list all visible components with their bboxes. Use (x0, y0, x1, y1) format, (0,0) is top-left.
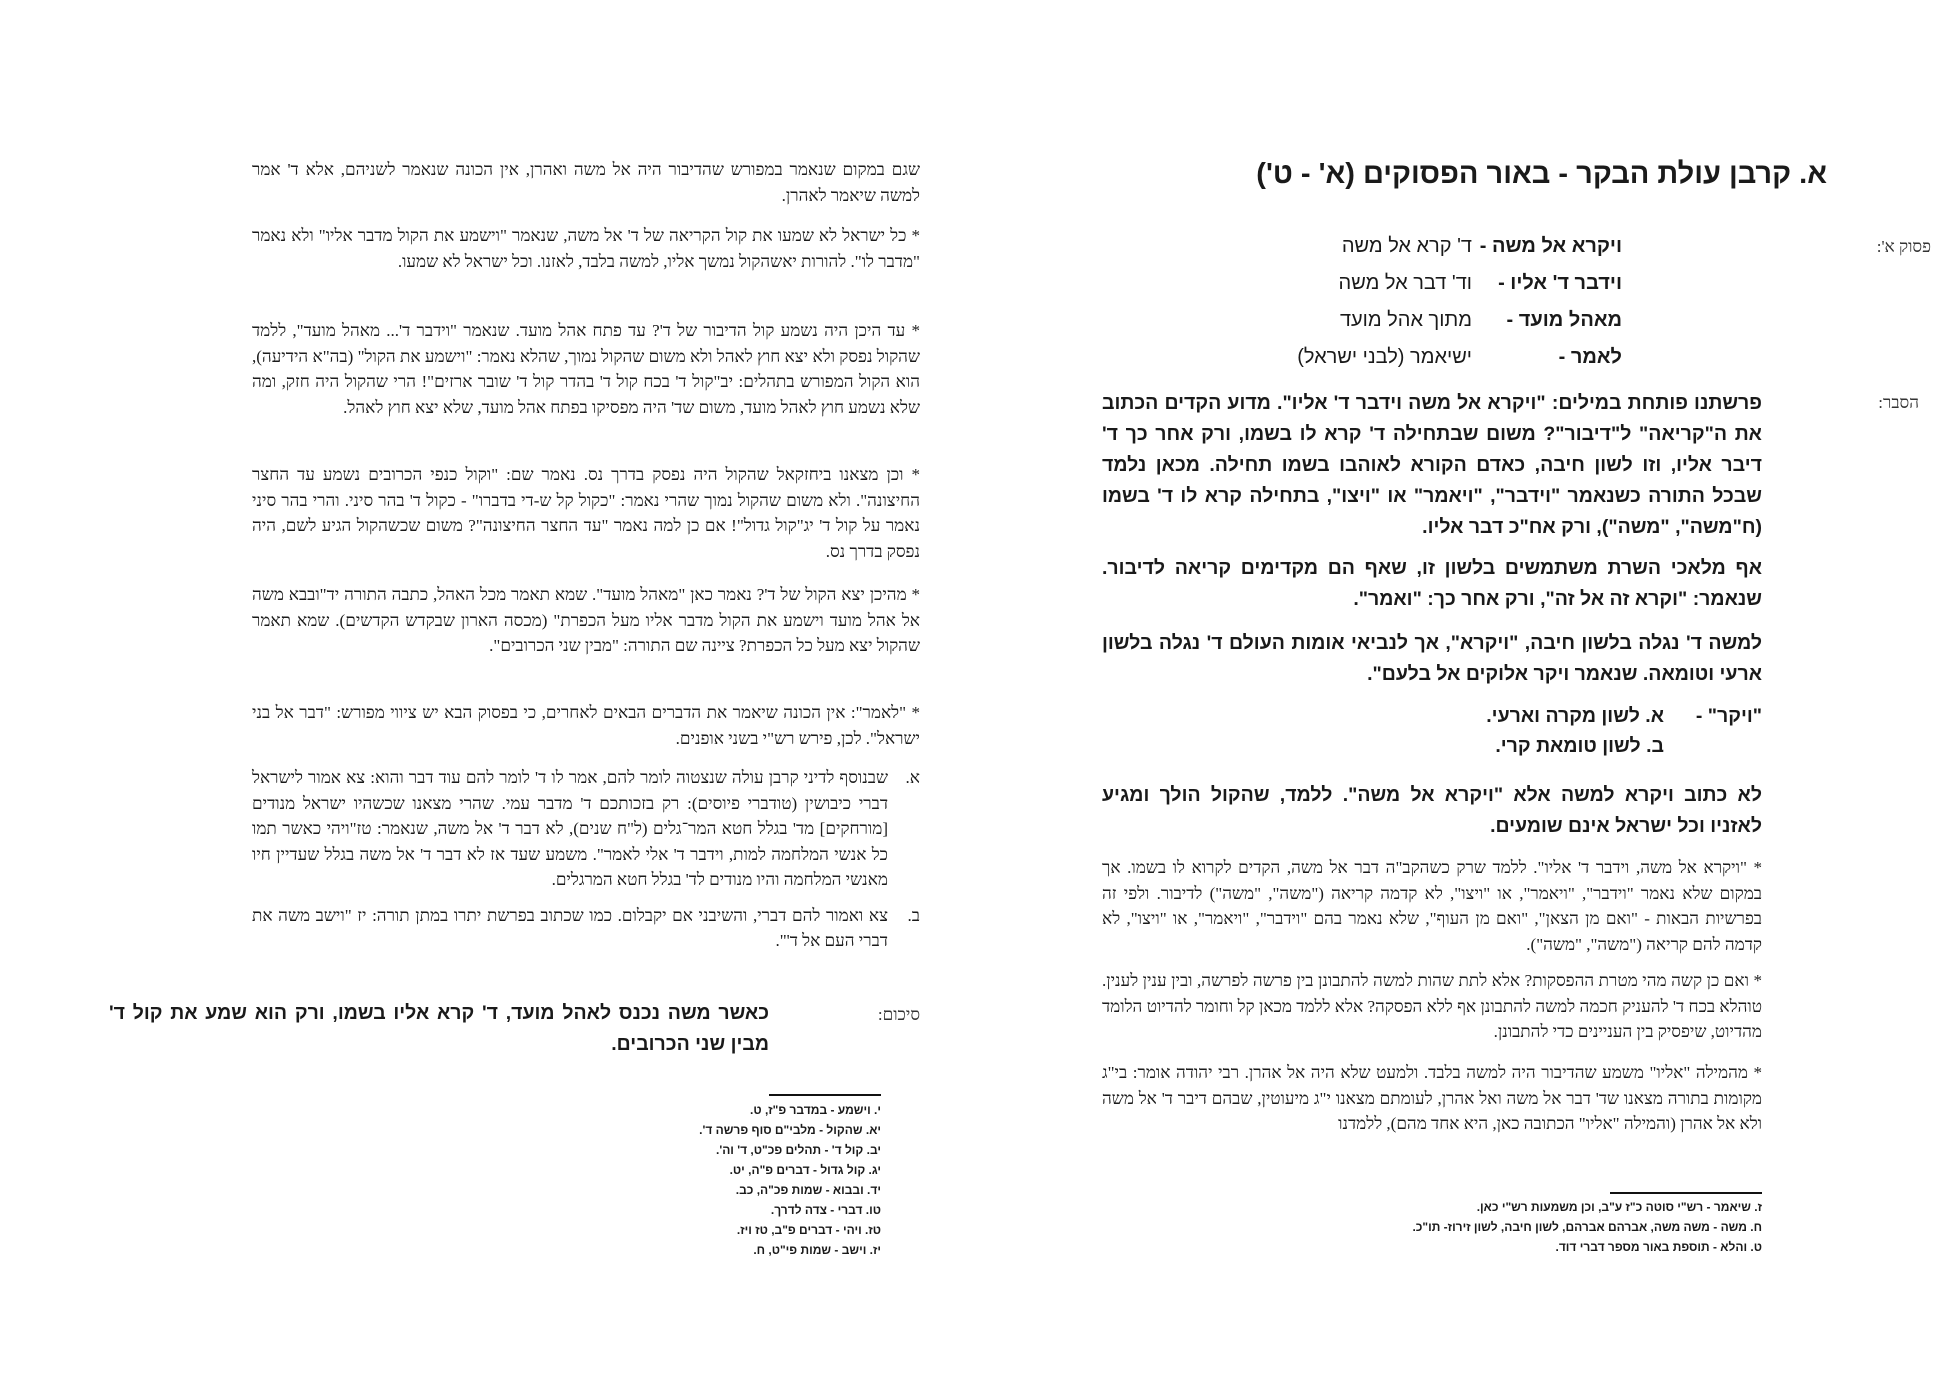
verse-row (1297, 339, 1622, 376)
verse-value: ישיאמר (לבני ישראל) (1297, 346, 1472, 368)
verse-row (1297, 228, 1622, 265)
footnote: ח. משה - משה משה, אברהם אברהם, לשון חיבה, לשון זירוז- תו"כ. (1412, 1220, 1762, 1234)
footnote-rule (769, 1094, 881, 1096)
list-marker: א. (905, 768, 920, 787)
list-item (252, 765, 920, 893)
verse-label: פסוק א': (1876, 237, 1931, 256)
verse-row (1297, 302, 1622, 339)
verse-key: מאהל מועד - (1506, 309, 1622, 331)
verse-key: וידבר ד' אליו - (1498, 272, 1622, 294)
footnote: יד. ובבוא - שמות פכ"ה, כב. (735, 1183, 881, 1197)
vayikar-key: "ויקר" - (1695, 705, 1762, 727)
verse-value: וד' דבר אל משה (1338, 272, 1472, 294)
footnote: י. וישמע - במדבר פ"ז, ט. (750, 1103, 881, 1117)
footnote: יז. וישב - שמות פי"ט, ח. (753, 1243, 881, 1257)
paragraph: * כל ישראל לא שמעו את קול הקריאה של ד' אל משה, שנאמר "וישמע את הקול מדבר אליו" ולא נאמר "מדבר לו". להורות יאשהקול נמשך אליו, למשה בלבד, לאזנו. וכל ישראל לא שמעו. (252, 226, 920, 271)
summary-label: סיכום: (877, 1005, 920, 1024)
right-page (1100, 0, 1949, 1388)
verse-value: מתוך אהל מועד (1339, 309, 1472, 331)
vayikar-options (1486, 705, 1664, 765)
footnote: ז. שיאמר - רש"י סוטה כ"ז ע"ב, וכן משמעות רש"י כאן. (1476, 1200, 1762, 1214)
verse-key: ויקרא אל משה - (1479, 235, 1622, 257)
section-title: א. קרבן עולת הבקר - באור הפסוקים (א' - ט') (1256, 158, 1827, 190)
footnote: יא. שהקול - מלבי"ם סוף פרשה ד'. (699, 1123, 881, 1137)
paragraph: * וכן מצאנו ביחזקאל שהקול היה נפסק בדרך נס. נאמר שם: "וקול כנפי הכרובים נשמע עד החצר החיצונה". ולא משום שהקול נמוך שהרי נאמר: "כקול קל ש-די בדברו" - כקול ד' בהר סיני. והרי בהר סיני נאמר על קול ד' יג"קול גדול"! אם כן למה נאמר "עד החצר החיצונה"? משום שכשהקול הגיע לשם, היה נפסק בדרך נס. (252, 465, 920, 561)
footnote: ט. והלא - תוספת באור מספר דברי דוד. (1555, 1240, 1762, 1254)
explanation-paragraph: פרשתנו פותחת במילים: "ויקרא אל משה וידבר ד' אליו". מדוע הקדים הכתוב את ה"קריאה" ל"דיבור"? משום שבתחילה ד' קרא לו בשמו, ורק אחר כך ד' דיבר אליו, וזו לשון חיבה, כאדם הקורא לאוהבו בשמו תחילה. מכאן נלמד שבכל התורה כשנאמר "וידבר", "ויאמר" או "ויצו", בתחילה קרא לו ד' בשמו (ח"משה", "משה"), ורק אח"כ דבר אליו. (1102, 392, 1762, 538)
footnote: טז. ויהי - דברים פ"ב, טז ויז. (736, 1223, 881, 1237)
footnote: יב. קול ד' - תהלים פכ"ט, ד' וה'. (716, 1143, 881, 1157)
verse-row (1297, 265, 1622, 302)
vayikar-option: א. לשון מקרה וארעי. (1486, 705, 1664, 727)
paragraph: * מהיכן יצא הקול של ד'? נאמר כאן "מאהל מועד". שמא תאמר מכל האהל, כתבה התורה יד"ובבא משה אל אהל מועד וישמע את הקול מדבר אליו מעל הכפרת" (מכסה הארון שבקדש הקדשים). שמא תאמר שהקול יצא מעל כל הכפרת? ציינה שם התורה: "מבין שני הכרובים". (252, 585, 920, 655)
footnotes (699, 1100, 881, 1260)
footnote-rule (1610, 1192, 1762, 1194)
list-marker: ב. (907, 905, 920, 925)
verse-key: לאמר - (1558, 346, 1622, 368)
left-page (109, 0, 920, 1388)
note-paragraph: * "ויקרא אל משה, וידבר ד' אליו". ללמד שרק כשהקב"ה דבר אל משה, הקדים לקרוא לו בשמו. אך במקום שלא נאמר "וידבר", "ויאמר", או "ויצו", לא קדמה קריאה ("משה", "משה") לדיבור. ולפי זה בפרשיות הבאות - "ואם מן הצאן", "ואם מן העוף", שלא נאמר בהם "וידבר", "ויאמר", או "ויצו", לא קדמה להם קריאה ("משה", "משה"). (1102, 858, 1762, 954)
explanation-paragraph: אף מלאכי השרת משתמשים בלשון זו, שאף הם מקדימים קריאה לדיבור. שנאמר: "וקרא זה אל זה", ורק אחר כך: "ואמר". (1102, 557, 1762, 610)
list-text: שבנוסף לדיני קרבן עולה שנצטוה לומר להם, אמר לו ד' לומר להם עוד דבר והוא: צא אמור לישראל דברי כיבושין (טודברי פיוסים): רק בזכותכם ד' מדבר עמי. שהרי מצאנו שכשהיו ישראל מנודים [מורחקים] מד' בגלל חטא המר־גלים (ל"ח שנים), לא דבר ד' אל משה, שנאמר: טז"ויהי כאשר תמו כל אנשי המלחמה למות, וידבר ד' אלי לאמר". משמע שעד אז לא דבר ד' אל משה בגלל שעדיין חיו מאנשי המלחמה והיו מנודים לד' בגלל חטא המרגלים. (252, 768, 888, 889)
vayikar-option: ב. לשון טומאת קרי. (1495, 735, 1664, 757)
paragraph: * עד היכן היה נשמע קול הדיבור של ד'? עד פתח אהל מועד. שנאמר "וידבר ד'... מאהל מועד", ללמד שהקול נפסק ולא יצא חוץ לאהל ולא משום שהקול נמוך, שהלא נאמר: "וישמע את הקול" (בה"א הידיעה), הוא הקול המפורש בתהלים: יב"קול ד' בכח קול ד' בהדר קול ד' שובר ארזים"! הרי שהקול היה חזק, ומה שלא נשמע חוץ לאהל מועד, משום שד' היה מפסיקו בפתח אהל מועד, שלא יצא חוץ לאהל. (252, 321, 920, 417)
explanation-paragraph: לא כתוב ויקרא למשה אלא "ויקרא אל משה". ללמד, שהקול הולך ומגיע לאזניו וכל ישראל אינם שומעים. (1102, 784, 1762, 837)
paragraph: * "לאמר": אין הכונה שיאמר את הדברים הבאים לאחרים, כי בפסוק הבא יש ציווי מפורש: "דבר אל בני ישראל". לכן, פירש רש"י בשני אופנים. (252, 703, 920, 748)
explanation-paragraph: למשה ד' נגלה בלשון חיבה, "ויקרא", אך לנביאי אומות העולם ד' נגלה בלשון ארעי וטומאה. שנאמר ויקר אלוקים אל בלעם". (1102, 632, 1762, 685)
verse-value: ד' קרא אל משה (1341, 235, 1472, 257)
note-paragraph: * ואם כן קשה מהי מטרת ההפסקות? אלא לתת שהות למשה להתבונן בין פרשה לפרשה, ובין ענין לענין. טוהלא בכח ד' להעניק חכמה למשה להתבונן אף ללא הפסקה? אלא ללמד מכאן קל וחומר להדיוט הלומד מהדיוט, שיפסיק בין העניינים כדי להתבונן. (1102, 971, 1762, 1041)
explanation-list (252, 765, 920, 964)
summary-text: כאשר משה נכנס לאהל מועד, ד' קרא אליו בשמו, ורק הוא שמע את קול ד' מבין שני הכרובים. (109, 1002, 769, 1055)
footnote: יג. קול גדול - דברים פ"ה, יט. (729, 1163, 881, 1177)
note-paragraph: * מהמילה "אליו" משמע שהדיבור היה למשה בלבד. ולמעט שלא היה אל אהרן. רבי יהודה אומר: בי"ג מקומות בתורה מצאנו שד' דבר אל משה ואל אהרן, לעומתם מצאנו י"ג מיעוטין, שבהם דיבר ד' אל משה ולא אל אהרן (והמילה "אליו" הכתובה כאן, היא אחד מהם), ללמדנו (1102, 1063, 1762, 1133)
paragraph: שגם במקום שנאמר במפורש שהדיבור היה אל משה ואהרן, אין הכונה שנאמר לשניהם, אלא ד' אמר למשה שיאמר לאהרן. (252, 160, 920, 205)
explanation-label: הסבר: (1878, 393, 1919, 412)
list-item (252, 903, 920, 954)
list-text: צא ואמור להם דברי, והשיבני אם יקבלום. כמו שכתוב בפרשת יתרו במתן תורה: יז "וישב משה את דברי העם אל ד'". (252, 905, 888, 950)
footnote: טו. דברי - צדה לדרך. (770, 1203, 881, 1217)
footnotes (1412, 1197, 1762, 1257)
verse-table (1297, 228, 1622, 376)
